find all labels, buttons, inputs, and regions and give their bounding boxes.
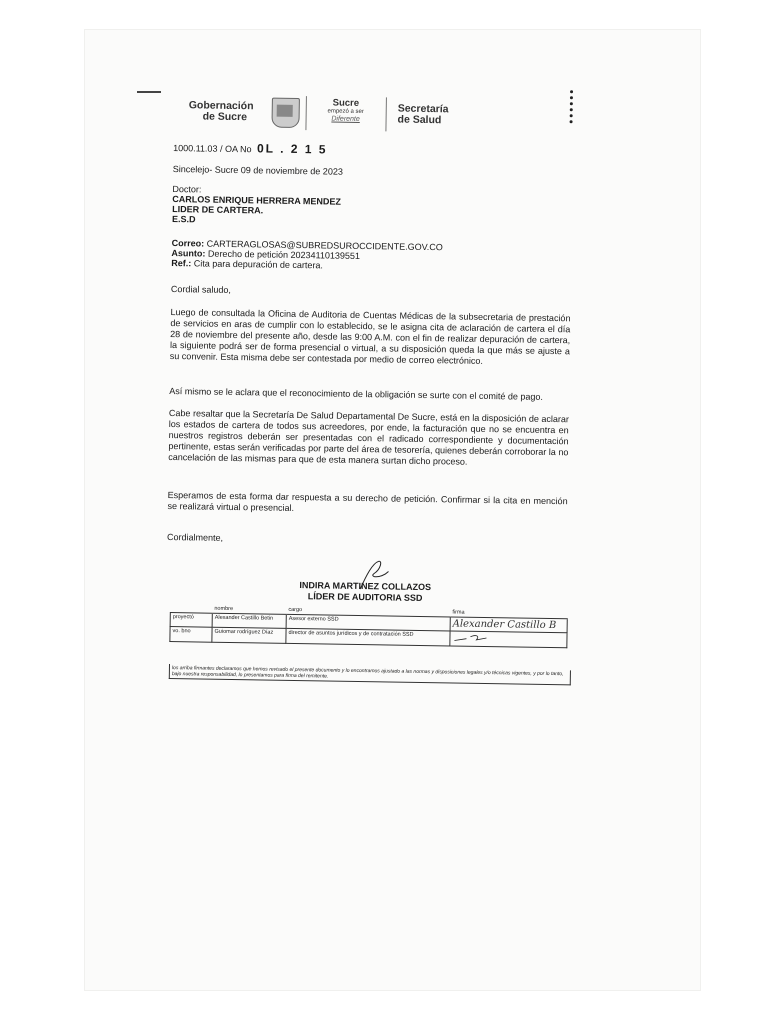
reference-prefix: 1000.11.03 / OA No	[173, 143, 252, 155]
secretaria-logo-text	[398, 104, 449, 127]
body-paragraph: Luego de consultada la Oficina de Auditoria de Cuentas Médicas de la subsecretaria de prestación de servicios en aras de cumplir con lo establecido, se le asigna cita de aclaración de cartera el día 28 de noviembre del presente año, desde las 9:00 A.M. con el fin de realizar depuración de cartera, la siguiente podrá ser de forma presencial o virtual, a su disposición queda la que más se ajuste a su convenir. Esta misma debe ser contestada por medio de correo electrónico.	[169, 307, 571, 366]
sucre-slogan-logo	[314, 99, 378, 124]
correo-label: Correo:	[171, 238, 205, 249]
sucre-signature: Diferente	[331, 115, 360, 123]
signature-block	[290, 580, 440, 604]
sucre-line2: empezó a ser	[327, 108, 364, 116]
table-header: cargo	[286, 606, 450, 617]
reference-number	[173, 140, 328, 156]
closing: Cordialmente,	[166, 531, 224, 543]
margin-mark	[137, 91, 161, 93]
addressee-name: CARLOS ENRIQUE HERRERA MENDEZ	[172, 194, 342, 207]
addressee-role: LIDER DE CARTERA.	[172, 204, 264, 216]
ref-value: Cita para depuración de cartera.	[193, 258, 323, 271]
review-disclaimer: los arriba firmantes declaramos que hemos revisado el presente documento y lo encontramos ajustado a las normas y disposiciones legales y/o técnicas vigentes, y por lo tanto, bajo nuestra responsabilidad, lo presentamos para firma del remitente.	[169, 664, 571, 685]
reference-stamp-number: 0L . 2 1 5	[256, 141, 328, 157]
table-cell: director de asuntos jurídicos y de contratación SSD	[286, 628, 450, 646]
table-cell: Asesor externo SSD	[286, 614, 450, 631]
subject-block	[171, 238, 443, 272]
table-cell: Alexander Castillo Betin	[212, 613, 286, 628]
table-cell: proyectó	[170, 613, 212, 628]
signature-scribble-icon	[452, 632, 492, 643]
table-cell: vo. bno	[170, 627, 212, 643]
coat-of-arms-icon	[271, 98, 299, 128]
sec-line1: Secretaría	[397, 102, 449, 116]
gov-line1: Gobernación	[188, 99, 254, 113]
sucre-line1: Sucre	[332, 97, 360, 109]
letterhead	[171, 92, 582, 142]
body-paragraph: Cabe resaltar que la Secretaría De Salud Departamental De Sucre, está en la disposición de aclarar los estados de cartera de todos sus acreedores, por ende, la facturación que no se encuentra en nuestros registros deberán ser presentadas con el radicado correspondiente y documentación pertinente, estas serán verificadas por parte del área de tesorería, quienes deberán corroborar la no cancelación de las mismas para que de esta manera surtan dicho proceso.	[168, 407, 569, 467]
divider	[305, 96, 307, 130]
dots-decoration-icon	[570, 90, 589, 126]
asunto-value: Derecho de petición 20234110139551	[207, 248, 361, 261]
body-paragraph: Esperamos de esta forma dar respuesta a su derecho de petición. Confirmar si la cita en mención se realizará virtual o presencial.	[167, 489, 568, 513]
signer-role: LÍDER DE AUDITORIA SSD	[307, 591, 423, 603]
asunto-label: Asunto:	[171, 248, 206, 259]
addressee-title: Doctor:	[172, 184, 202, 195]
table-header: firma	[450, 608, 567, 618]
body-paragraph: Así mismo se le aclara que el reconocimiento de la obligación se surte con el comité de pago.	[169, 385, 544, 402]
signer-name: INDIRA MARTINEZ COLLAZOS	[299, 580, 432, 593]
table-cell-signature	[450, 631, 567, 648]
sec-line2: de Salud	[397, 113, 442, 127]
handwritten-name: Alexander Castillo B	[452, 618, 557, 632]
correo-value: CARTERAGLOSAS@SUBREDSUROCCIDENTE.GOV.CO	[206, 238, 443, 253]
table-cell: Guiomar rodríguez Díaz	[212, 627, 286, 643]
addressee-block	[172, 184, 341, 227]
table-header: nombre	[212, 605, 286, 615]
review-table	[169, 604, 568, 648]
divider	[385, 97, 387, 131]
gov-line2: de Sucre	[202, 110, 248, 124]
salutation: Cordial saludo,	[170, 284, 232, 295]
letter	[166, 92, 582, 680]
letter-date: Sincelejo- Sucre 09 de noviembre de 2023	[172, 164, 343, 177]
addressee-esd: E.S.D	[171, 214, 196, 225]
gobernacion-logo-text	[189, 100, 254, 123]
ref-label: Ref.:	[171, 258, 192, 269]
